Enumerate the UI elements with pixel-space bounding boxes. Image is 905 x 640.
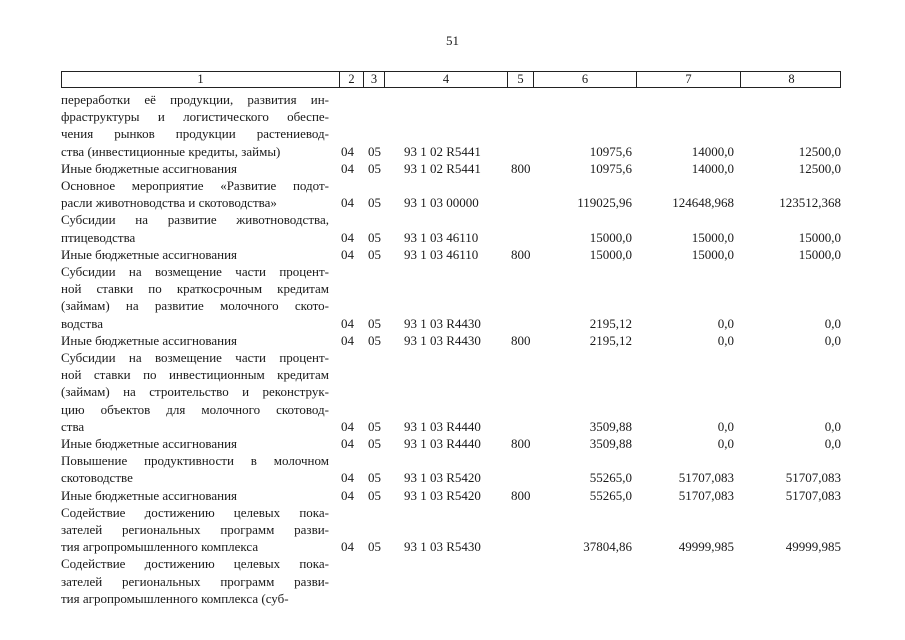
description-line: Иные бюджетные ассигнования	[61, 160, 238, 176]
amount-col-7: 0,0	[717, 418, 734, 434]
table-row	[61, 435, 861, 452]
table-row	[61, 246, 861, 263]
description-line: Иные бюджетные ассигнования	[61, 246, 238, 262]
amount-col-7: 0,0	[717, 332, 734, 348]
description-line: ства	[61, 418, 85, 434]
header-col-2: 2	[339, 72, 363, 87]
table-row	[61, 487, 861, 504]
section-code: 04	[341, 332, 354, 348]
description-line: (займам) на развитие молочного ското-	[61, 298, 329, 314]
subsection-code: 05	[368, 436, 381, 452]
section-code: 04	[341, 487, 354, 503]
description-line: (займам) на строительство и реконструк-	[61, 384, 329, 400]
description-line: цию объектов для молочного скотовод-	[61, 401, 329, 417]
description-line: тия агропромышленного комплекса	[61, 539, 259, 555]
section-code: 04	[341, 539, 354, 555]
description-line: Основное мероприятие «Развитие подот-	[61, 178, 329, 194]
description-line: птицеводства	[61, 229, 136, 245]
description-line: тия агропромышленного комплекса (суб-	[61, 590, 289, 606]
target-article-code: 93 1 03 R4440	[404, 436, 481, 452]
description-line: чения рынков продукции растениевод-	[61, 126, 329, 142]
description-line: водства	[61, 315, 103, 331]
header-col-7: 7	[636, 72, 740, 87]
expense-type-code: 800	[511, 160, 531, 176]
row-description	[61, 177, 329, 211]
amount-col-7: 14000,0	[691, 160, 734, 176]
table-row	[61, 555, 861, 607]
section-code: 04	[341, 143, 354, 159]
row-description	[61, 263, 329, 332]
description-line: Содействие достижению целевых пока-	[61, 504, 329, 520]
amount-col-6: 2195,12	[589, 332, 632, 348]
table-row	[61, 177, 861, 211]
section-code: 04	[341, 418, 354, 434]
table-row	[61, 91, 861, 160]
amount-col-8: 51707,083	[785, 487, 841, 503]
target-article-code: 93 1 03 R4440	[404, 418, 481, 434]
description-line: зателей региональных программ разви-	[61, 522, 329, 538]
target-article-code: 93 1 03 R4430	[404, 332, 481, 348]
header-col-1: 1	[197, 72, 204, 86]
section-code: 04	[341, 195, 354, 211]
description-line: фраструктуры и логистического обеспе-	[61, 109, 329, 125]
amount-col-8: 12500,0	[798, 160, 841, 176]
subsection-code: 05	[368, 539, 381, 555]
amount-col-8: 49999,985	[785, 539, 841, 555]
description-line: Содействие достижению целевых пока-	[61, 556, 329, 572]
header-col-5: 5	[507, 72, 533, 87]
amount-col-6: 55265,0	[589, 487, 632, 503]
row-description	[61, 504, 329, 556]
amount-col-6: 15000,0	[589, 246, 632, 262]
target-article-code: 93 1 02 R5441	[404, 143, 481, 159]
table-header	[61, 71, 841, 88]
target-article-code: 93 1 03 R5430	[404, 539, 481, 555]
header-col-4: 4	[384, 72, 507, 87]
amount-col-8: 51707,083	[785, 470, 841, 486]
row-description	[61, 91, 329, 160]
table-row	[61, 452, 861, 486]
row-description	[61, 452, 329, 486]
expense-type-code: 800	[511, 332, 531, 348]
target-article-code: 93 1 03 00000	[404, 195, 479, 211]
description-line: расли животноводства и скотоводства»	[61, 195, 277, 211]
amount-col-7: 15000,0	[691, 229, 734, 245]
subsection-code: 05	[368, 315, 381, 331]
amount-col-6: 15000,0	[589, 229, 632, 245]
amount-col-7: 0,0	[717, 436, 734, 452]
subsection-code: 05	[368, 160, 381, 176]
subsection-code: 05	[368, 229, 381, 245]
target-article-code: 93 1 03 46110	[404, 246, 479, 262]
page-number: 51	[446, 33, 459, 48]
section-code: 04	[341, 436, 354, 452]
row-description	[61, 349, 329, 435]
table-row	[61, 211, 861, 245]
description-line: Субсидии на возмещение части процент-	[61, 350, 329, 366]
table-row	[61, 263, 861, 332]
row-description	[61, 487, 329, 504]
expense-type-code: 800	[511, 436, 531, 452]
row-description	[61, 211, 329, 245]
description-line: Иные бюджетные ассигнования	[61, 436, 238, 452]
header-col-6: 6	[533, 72, 636, 87]
amount-col-8: 0,0	[824, 332, 841, 348]
amount-col-8: 15000,0	[798, 246, 841, 262]
target-article-code: 93 1 03 R4430	[404, 315, 481, 331]
section-code: 04	[341, 470, 354, 486]
amount-col-7: 51707,083	[678, 470, 734, 486]
subsection-code: 05	[368, 246, 381, 262]
description-line: зателей региональных программ разви-	[61, 573, 329, 589]
description-line: ства (инвестиционные кредиты, займы)	[61, 143, 281, 159]
subsection-code: 05	[368, 143, 381, 159]
description-line: скотоводстве	[61, 470, 133, 486]
description-line: Субсидии на развитие животноводства,	[61, 212, 329, 228]
expense-type-code: 800	[511, 487, 531, 503]
amount-col-7: 51707,083	[678, 487, 734, 503]
amount-col-7: 14000,0	[691, 143, 734, 159]
description-line: переработки её продукции, развития ин-	[61, 92, 329, 107]
row-description	[61, 555, 329, 607]
amount-col-6: 10975,6	[589, 143, 632, 159]
description-line: Субсидии на возмещение части процент-	[61, 264, 329, 280]
row-description	[61, 160, 329, 177]
description-line: Иные бюджетные ассигнования	[61, 487, 238, 503]
section-code: 04	[341, 315, 354, 331]
subsection-code: 05	[368, 418, 381, 434]
amount-col-8: 0,0	[824, 436, 841, 452]
amount-col-8: 15000,0	[798, 229, 841, 245]
amount-col-8: 123512,368	[779, 195, 841, 211]
target-article-code: 93 1 03 R5420	[404, 487, 481, 503]
expense-type-code: 800	[511, 246, 531, 262]
row-description	[61, 246, 329, 263]
section-code: 04	[341, 229, 354, 245]
table-row	[61, 504, 861, 556]
amount-col-7: 49999,985	[678, 539, 734, 555]
table-row	[61, 160, 861, 177]
subsection-code: 05	[368, 332, 381, 348]
subsection-code: 05	[368, 470, 381, 486]
amount-col-6: 37804,86	[583, 539, 632, 555]
amount-col-7: 0,0	[717, 315, 734, 331]
description-line: ной ставки по краткосрочным кредитам	[61, 281, 329, 297]
table-row	[61, 332, 861, 349]
amount-col-6: 3509,88	[589, 418, 632, 434]
section-code: 04	[341, 246, 354, 262]
target-article-code: 93 1 02 R5441	[404, 160, 481, 176]
amount-col-8: 0,0	[824, 418, 841, 434]
row-description	[61, 332, 329, 349]
amount-col-8: 0,0	[824, 315, 841, 331]
header-col-3: 3	[363, 72, 384, 87]
amount-col-6: 10975,6	[589, 160, 632, 176]
section-code: 04	[341, 160, 354, 176]
table-body	[61, 91, 861, 607]
header-col-8: 8	[740, 72, 842, 87]
amount-col-6: 55265,0	[589, 470, 632, 486]
subsection-code: 05	[368, 195, 381, 211]
amount-col-6: 119025,96	[577, 195, 632, 211]
target-article-code: 93 1 03 R5420	[404, 470, 481, 486]
description-line: ной ставки по инвестиционным кредитам	[61, 367, 329, 383]
row-description	[61, 435, 329, 452]
amount-col-6: 2195,12	[589, 315, 632, 331]
target-article-code: 93 1 03 46110	[404, 229, 479, 245]
description-line: Повышение продуктивности в молочном	[61, 453, 329, 469]
description-line: Иные бюджетные ассигнования	[61, 332, 238, 348]
amount-col-6: 3509,88	[589, 436, 632, 452]
amount-col-8: 12500,0	[798, 143, 841, 159]
amount-col-7: 124648,968	[672, 195, 734, 211]
subsection-code: 05	[368, 487, 381, 503]
amount-col-7: 15000,0	[691, 246, 734, 262]
table-row	[61, 349, 861, 435]
